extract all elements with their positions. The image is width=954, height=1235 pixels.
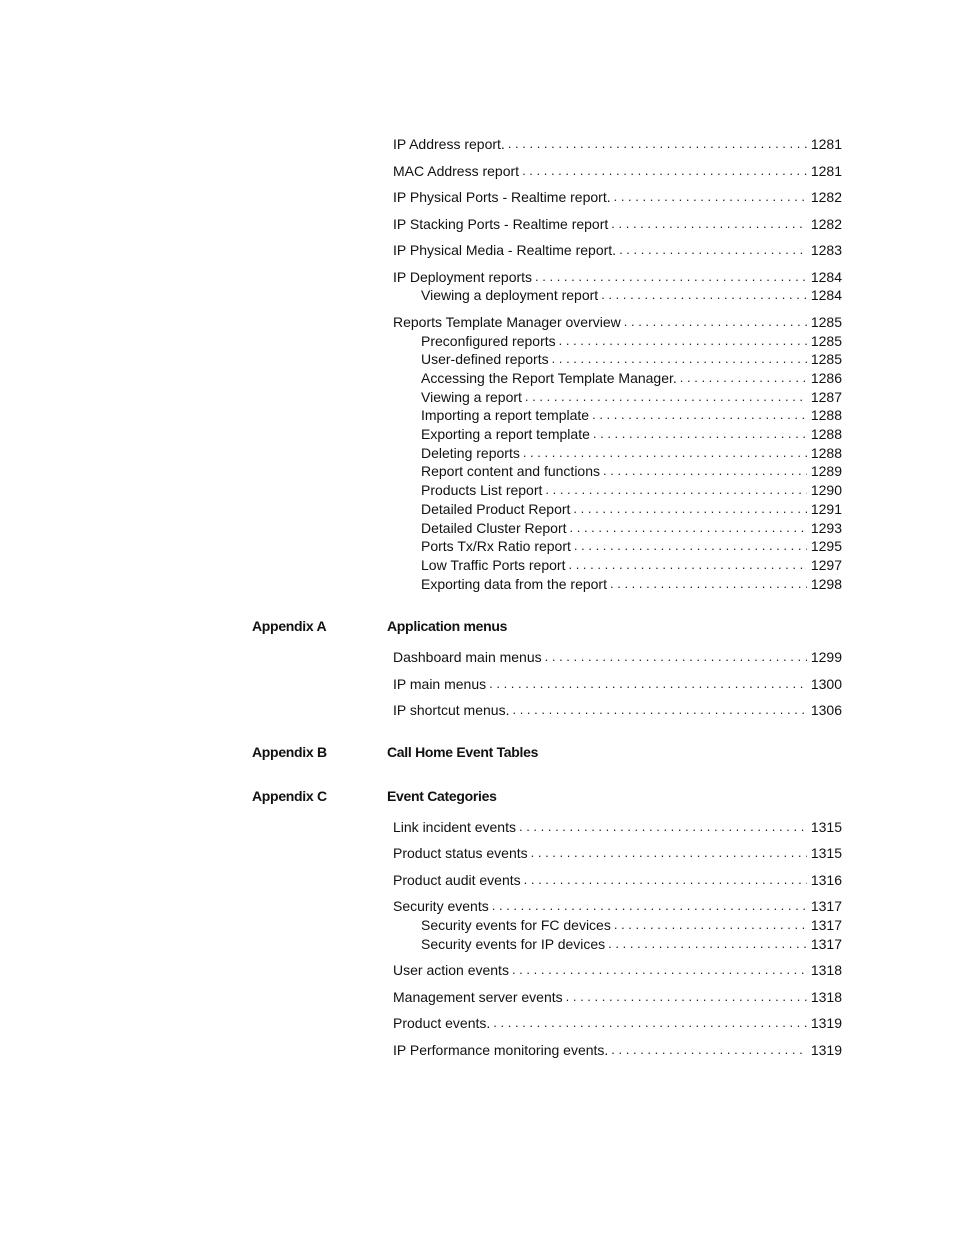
toc-entry-label: Viewing a deployment report [421, 287, 599, 303]
toc-entry-label: Product events. [393, 1015, 491, 1031]
toc-entry-page-number: 1298 [810, 576, 842, 592]
toc-entry-page-number: 1299 [810, 649, 842, 665]
dot-leader [522, 162, 807, 180]
toc-entry-label: IP Physical Media - Realtime report. [393, 242, 617, 258]
dot-leader [568, 556, 806, 574]
toc-entry[interactable] [393, 239, 842, 259]
toc-entry-page-number: 1317 [810, 917, 842, 933]
toc-entry-page-number: 1317 [810, 898, 842, 914]
toc-entry-label: Exporting data from the report [421, 576, 607, 592]
toc-entry[interactable] [393, 1012, 842, 1032]
toc-entry-label: Management server events [393, 989, 563, 1005]
toc-entry[interactable] [421, 517, 842, 537]
dot-leader [611, 1041, 807, 1059]
dot-leader [493, 1014, 807, 1032]
toc-entry-page-number: 1291 [810, 501, 842, 517]
toc-entry-label: Product audit events [393, 872, 521, 888]
toc-entry-page-number: 1288 [810, 445, 842, 461]
toc-entry[interactable] [393, 869, 842, 889]
toc-entry-label: Report content and functions [421, 463, 601, 479]
toc-entry-label: Detailed Product Report [421, 501, 571, 517]
toc-entry-page-number: 1315 [810, 819, 842, 835]
toc-entry[interactable] [393, 959, 842, 979]
toc-entry[interactable] [421, 348, 842, 368]
dot-leader [552, 350, 807, 368]
toc-entry-page-number: 1285 [810, 314, 842, 330]
appendix-label: Appendix B [252, 744, 327, 760]
toc-entry-page-number: 1315 [810, 845, 842, 861]
toc-entry-label: Products List report [421, 482, 543, 498]
toc-entry-label: Security events for IP devices [421, 936, 606, 952]
toc-entry-label: MAC Address report [393, 163, 520, 179]
dot-leader [619, 241, 807, 259]
toc-entry-page-number: 1306 [810, 702, 842, 718]
dot-leader [512, 701, 806, 719]
toc-entry[interactable] [393, 895, 842, 915]
toc-entry-label: Reports Template Manager overview [393, 314, 621, 330]
toc-entry-label: Link incident events [393, 819, 516, 835]
toc-entry-label: IP shortcut menus. [393, 702, 510, 718]
toc-entry-page-number: 1289 [810, 463, 842, 479]
dot-leader [614, 916, 807, 934]
toc-entry-label: IP Deployment reports [393, 269, 533, 285]
dot-leader [603, 462, 807, 480]
dot-leader [574, 537, 807, 555]
toc-entry-label: Security events [393, 898, 489, 914]
toc-entry-page-number: 1300 [810, 676, 842, 692]
toc-entry[interactable] [421, 404, 842, 424]
toc-entry[interactable] [393, 160, 842, 180]
toc-entry[interactable] [393, 646, 842, 666]
toc-entry-label: IP Performance monitoring events. [393, 1042, 609, 1058]
toc-entry[interactable] [393, 816, 842, 836]
toc-entry-label: Product status events [393, 845, 528, 861]
toc-entry-page-number: 1284 [810, 269, 842, 285]
toc-entry-page-number: 1281 [810, 163, 842, 179]
dot-leader [601, 286, 807, 304]
toc-entry[interactable] [421, 573, 842, 593]
appendix-title[interactable]: Application menus [387, 618, 508, 634]
dot-leader [524, 871, 807, 889]
toc-entry-page-number: 1285 [810, 351, 842, 367]
toc-entry[interactable] [421, 498, 842, 518]
dot-leader [489, 675, 807, 693]
dot-leader [592, 406, 807, 424]
toc-entry[interactable] [421, 367, 842, 387]
appendix-label: Appendix A [252, 618, 327, 634]
toc-entry-page-number: 1288 [810, 407, 842, 423]
toc-entry[interactable] [393, 673, 842, 693]
toc-entry[interactable] [393, 1039, 842, 1059]
dot-leader [624, 313, 807, 331]
toc-entry[interactable] [393, 213, 842, 233]
toc-entry-page-number: 1282 [810, 189, 842, 205]
toc-entry-label: Detailed Cluster Report [421, 520, 567, 536]
dot-leader [512, 961, 807, 979]
dot-leader [545, 648, 807, 666]
appendix-label: Appendix C [252, 788, 327, 804]
dot-leader [608, 935, 807, 953]
toc-entry[interactable] [421, 284, 842, 304]
toc-entry-label: Importing a report template [421, 407, 590, 423]
toc-entry-page-number: 1284 [810, 287, 842, 303]
toc-entry[interactable] [421, 914, 842, 934]
toc-entry-label: Ports Tx/Rx Ratio report [421, 538, 571, 554]
appendix-title[interactable]: Event Categories [387, 788, 497, 804]
dot-leader [614, 188, 807, 206]
toc-entry[interactable] [393, 699, 842, 719]
toc-entry-label: Viewing a report [421, 389, 522, 405]
toc-entry-label: Deleting reports [421, 445, 520, 461]
toc-entry[interactable] [421, 442, 842, 462]
toc-entry-page-number: 1319 [810, 1042, 842, 1058]
toc-entry[interactable] [421, 460, 842, 480]
toc-entry[interactable] [421, 330, 842, 350]
toc-entry-label: IP Address report. [393, 136, 505, 152]
toc-entry-label: User-defined reports [421, 351, 549, 367]
toc-entry[interactable] [421, 386, 842, 406]
toc-entry-page-number: 1318 [810, 962, 842, 978]
toc-entry[interactable] [421, 933, 842, 953]
toc-entry-page-number: 1287 [810, 389, 842, 405]
toc-entry-page-number: 1283 [810, 242, 842, 258]
toc-entry-page-number: 1297 [810, 557, 842, 573]
toc-entry-label: Exporting a report template [421, 426, 590, 442]
toc-entry-label: Low Traffic Ports report [421, 557, 566, 573]
dot-leader [573, 500, 806, 518]
toc-entry-page-number: 1317 [810, 936, 842, 952]
toc-entry[interactable] [393, 986, 842, 1006]
dot-leader [492, 897, 807, 915]
toc-entry[interactable] [393, 266, 842, 286]
toc-entry[interactable] [421, 554, 842, 574]
toc-entry-page-number: 1316 [810, 872, 842, 888]
appendix-title[interactable]: Call Home Event Tables [387, 744, 539, 760]
toc-entry-label: IP Stacking Ports - Realtime report [393, 216, 609, 232]
dot-leader [519, 818, 807, 836]
toc-entry[interactable] [393, 842, 842, 862]
toc-entry-page-number: 1319 [810, 1015, 842, 1031]
dot-leader [593, 425, 807, 443]
toc-entry-label: User action events [393, 962, 509, 978]
toc-entry-page-number: 1288 [810, 426, 842, 442]
toc-entry-page-number: 1318 [810, 989, 842, 1005]
toc-entry-label: Preconfigured reports [421, 333, 556, 349]
toc-entry-page-number: 1281 [810, 136, 842, 152]
toc-entry[interactable] [421, 535, 842, 555]
dot-leader [531, 844, 807, 862]
toc-entry-page-number: 1290 [810, 482, 842, 498]
toc-entry-page-number: 1293 [810, 520, 842, 536]
toc-entry-page-number: 1286 [810, 370, 842, 386]
dot-leader [566, 988, 807, 1006]
toc-entry[interactable] [421, 423, 842, 443]
toc-entry[interactable] [393, 133, 842, 153]
dot-leader [680, 369, 807, 387]
dot-leader [611, 215, 807, 233]
toc-entry-page-number: 1295 [810, 538, 842, 554]
toc-entry[interactable] [393, 186, 842, 206]
toc-entry-page-number: 1282 [810, 216, 842, 232]
dot-leader [545, 481, 806, 499]
toc-entry[interactable] [421, 479, 842, 499]
toc-entry-label: IP main menus [393, 676, 487, 692]
toc-entry[interactable] [393, 311, 842, 331]
toc-entry-page-number: 1285 [810, 333, 842, 349]
toc-entry-label: Dashboard main menus [393, 649, 542, 665]
dot-leader [610, 575, 807, 593]
toc-entry-label: Accessing the Report Template Manager. [421, 370, 677, 386]
dot-leader [508, 135, 807, 153]
toc-entry-label: Security events for FC devices [421, 917, 611, 933]
toc-entry-label: IP Physical Ports - Realtime report. [393, 189, 611, 205]
